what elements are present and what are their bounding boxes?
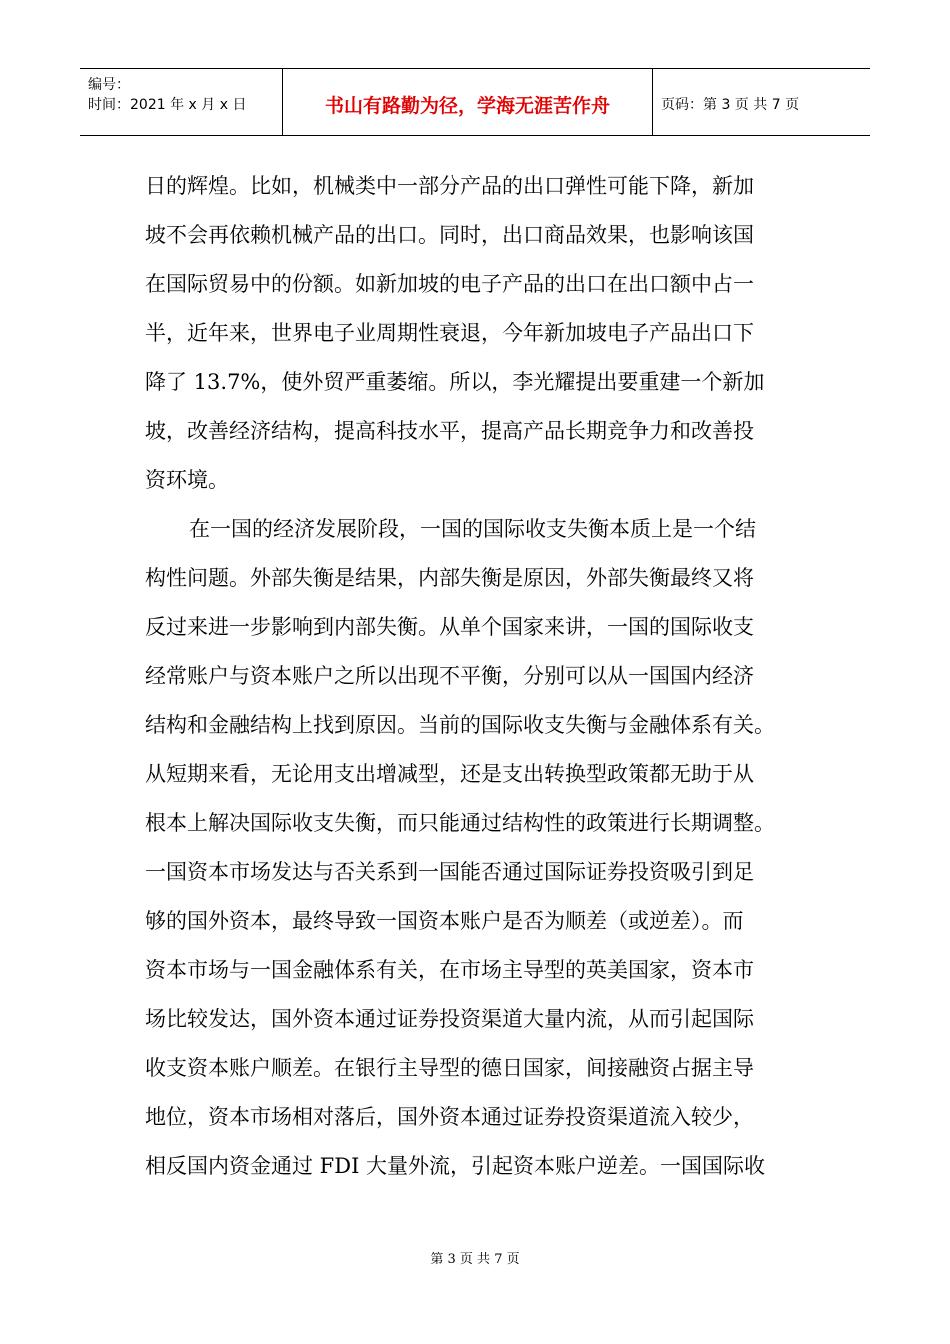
paragraph-line: 构性问题。外部失衡是结果，内部失衡是原因，外部失衡最终又将 (145, 566, 754, 590)
paragraph-line: 降了 13.7%，使外贸严重萎缩。所以，李光耀提出要重建一个新加 (145, 370, 765, 394)
header-meta (80, 69, 283, 135)
header-motto: 书山有路勤为径，学海无涯苦作舟 (283, 69, 653, 135)
paragraph-2 (145, 505, 810, 1191)
paragraph-line: 相反国内资金通过 FDI 大量外流，引起资本账户逆差。一国国际收 (145, 1154, 766, 1178)
paragraph-line: 收支资本账户顺差。在银行主导型的德日国家，间接融资占据主导 (145, 1056, 754, 1080)
page-footer: 第 3 页 共 7 页 (430, 1252, 520, 1267)
paragraph-line: 够的国外资本，最终导致一国资本账户是否为顺差（或逆差）。而 (145, 909, 744, 933)
paragraph-line: 资环境。 (145, 468, 229, 492)
paragraph-line: 从短期来看，无论用支出增减型，还是支出转换型政策都无助于从 (145, 762, 754, 786)
document-body (145, 162, 810, 1191)
paragraph-line: 地位，资本市场相对落后，国外资本通过证券投资渠道流入较少， (145, 1105, 754, 1129)
document-header (80, 68, 870, 136)
paragraph-line: 根本上解决国际收支失衡，而只能通过结构性的政策进行长期调整。 (145, 811, 775, 835)
paragraph-line: 一国资本市场发达与否关系到一国能否通过国际证券投资吸引到足 (145, 860, 754, 884)
paragraph-line: 经常账户与资本账户之所以出现不平衡，分别可以从一国国内经济 (145, 664, 754, 688)
paragraph-line: 日的辉煌。比如，机械类中一部分产品的出口弹性可能下降，新加 (145, 174, 754, 198)
paragraph-line: 在一国的经济发展阶段，一国的国际收支失衡本质上是一个结 (189, 517, 756, 541)
paragraph-line: 资本市场与一国金融体系有关，在市场主导型的英美国家，资本市 (145, 958, 754, 982)
paragraph-line: 坡不会再依赖机械产品的出口。同时，出口商品效果，也影响该国 (145, 223, 754, 247)
paragraph-line: 结构和金融结构上找到原因。当前的国际收支失衡与金融体系有关。 (145, 713, 775, 737)
paragraph-line: 半，近年来，世界电子业周期性衰退，今年新加坡电子产品出口下 (145, 321, 754, 345)
header-page-code: 页码：第 3 页 共 7 页 (661, 97, 800, 113)
paragraph-line: 反过来进一步影响到内部失衡。从单个国家来讲，一国的国际收支 (145, 615, 754, 639)
paragraph-line: 场比较发达，国外资本通过证券投资渠道大量内流，从而引起国际 (145, 1007, 754, 1031)
paragraph-1 (145, 162, 810, 505)
number-label: 编号： (88, 77, 130, 93)
date-label: 时间：2021 年 x 月 x 日 (88, 97, 247, 113)
paragraph-line: 在国际贸易中的份额。如新加坡的电子产品的出口在出口额中占一 (145, 272, 754, 296)
paragraph-line: 坡，改善经济结构，提高科技水平，提高产品长期竞争力和改善投 (145, 419, 754, 443)
